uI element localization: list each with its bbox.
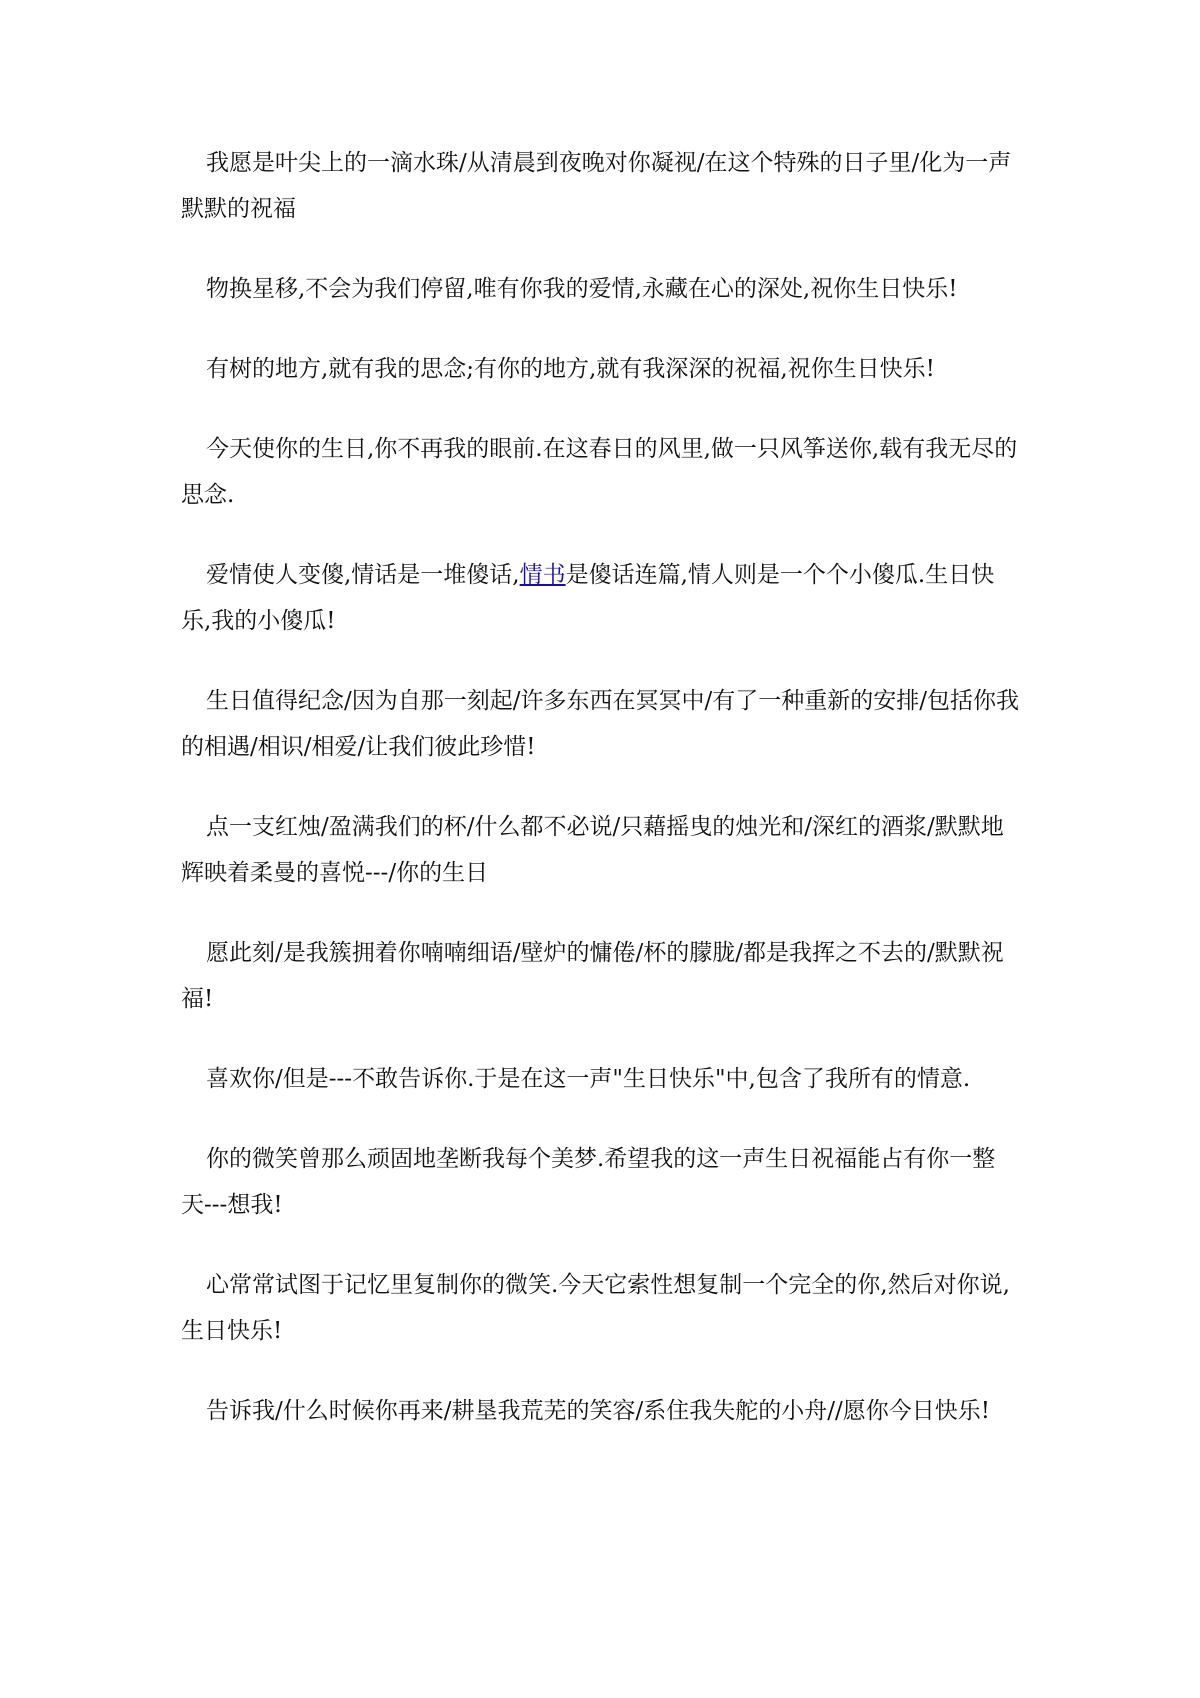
paragraph-3: 有树的地方,就有我的思念;有你的地方,就有我深深的祝福,祝你生日快乐! (206, 356, 935, 382)
paragraph-2: 物换星移,不会为我们停留,唯有你我的爱情,永藏在心的深处,祝你生日快乐! (206, 276, 958, 302)
paragraph-7: 点一支红烛/盈满我们的杯/什么都不必说/只藉摇曳的烛光和/深红的酒浆/默默地辉映着柔曼的喜悦---/你的生日 (181, 814, 1004, 886)
paragraph-6: 生日值得纪念/因为自那一刻起/许多东西在冥冥中/有了一种重新的安排/包括你我的相遇/相识/相爱/让我们彼此珍惜! (181, 688, 1019, 760)
paragraph-4: 今天使你的生日,你不再我的眼前.在这春日的风里,做一只风筝送你,载有我无尽的思念. (181, 436, 1018, 508)
document-body (181, 140, 1021, 1468)
paragraph-11: 心常常试图于记忆里复制你的微笑.今天它索性想复制一个完全的你,然后对你说,生日快乐! (181, 1272, 1010, 1344)
paragraph-5-before: 爱情使人变傻,情话是一堆傻话, (206, 562, 520, 588)
paragraph-1: 我愿是叶尖上的一滴水珠/从清晨到夜晚对你凝视/在这个特殊的日子里/化为一声默默的祝福 (181, 150, 1012, 222)
paragraph-10: 你的微笑曾那么顽固地垄断我每个美梦.希望我的这一声生日祝福能占有你一整天---想我! (181, 1146, 996, 1218)
paragraph-9: 喜欢你/但是---不敢告诉你.于是在这一声"生日快乐"中,包含了我所有的情意. (206, 1066, 971, 1092)
paragraph-5-after: 是傻话连篇,情人则是一个个小傻瓜.生日快乐,我的小傻瓜! (181, 562, 995, 634)
paragraph-5 (181, 552, 1021, 644)
paragraph-12: 告诉我/什么时候你再来/耕垦我荒芜的笑容/系住我失舵的小舟//愿你今日快乐! (206, 1398, 990, 1424)
paragraph-8: 愿此刻/是我簇拥着你喃喃细语/壁炉的慵倦/杯的朦胧/都是我挥之不去的/默默祝福! (181, 940, 1004, 1012)
love-letter-link[interactable]: 情书 (519, 562, 566, 588)
